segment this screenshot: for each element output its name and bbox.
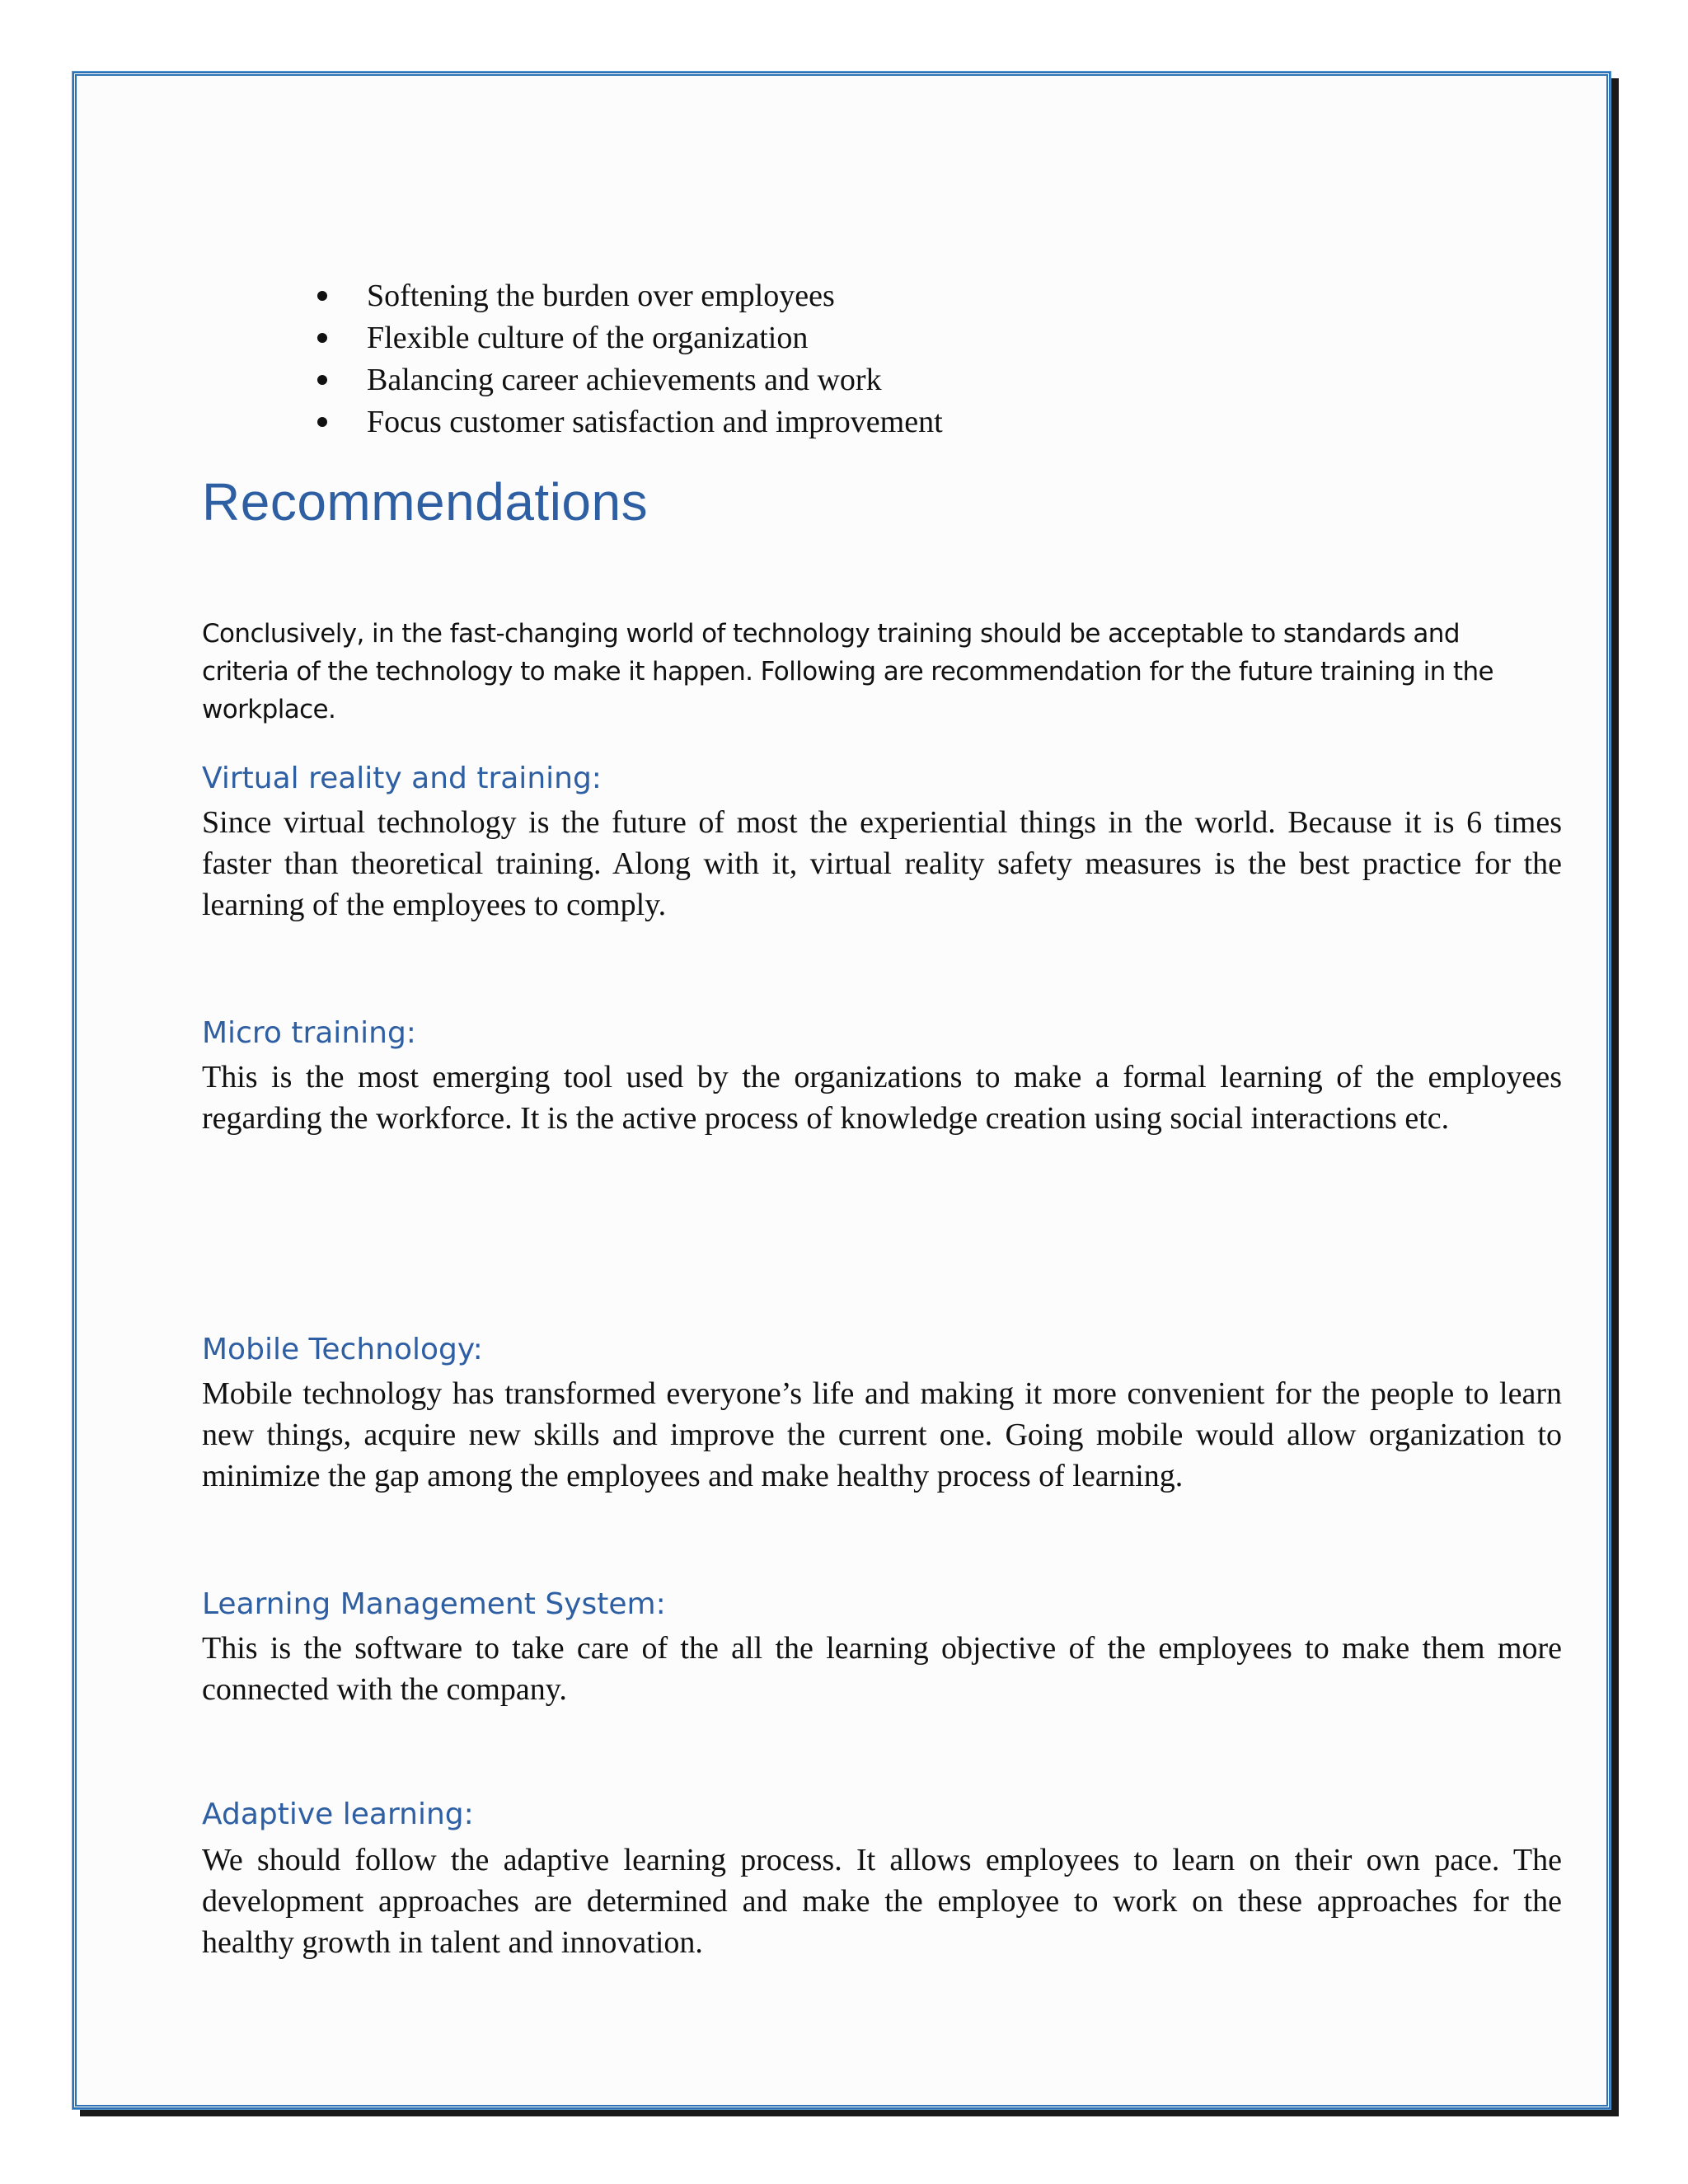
bullet-item: [317, 401, 943, 443]
bullet-icon: [317, 375, 327, 385]
document-page: [73, 72, 1611, 2109]
paragraph-adaptive-learning: We should follow the adaptive learning process. It allows employees to learn on their own pace. The development approaches are determined and make the employee to work on these approaches for the healthy growth in talent and innovation.: [202, 1843, 1562, 1960]
bullet-text: Softening the burden over employees: [367, 279, 835, 313]
subheading-mobile-technology: Mobile Technology:: [202, 1333, 483, 1366]
bullet-item: [317, 275, 943, 317]
bullet-icon: [317, 417, 327, 427]
section-heading: Recommendations: [202, 472, 649, 532]
subheading-micro-training: Micro training:: [202, 1016, 416, 1050]
bullet-text: Focus customer satisfaction and improvement: [367, 405, 943, 439]
paragraph-lms: This is the software to take care of the all the learning objective of the employees to make them more connected with the company.: [202, 1631, 1562, 1707]
bullet-icon: [317, 333, 327, 343]
bullet-item: [317, 317, 943, 359]
intro-paragraph: Conclusively, in the fast-changing world of technology training should be acceptable to standards and criteria of the technology to make it happen. Following are recommendation for the future training in the workplace.: [202, 619, 1493, 724]
bullet-text: Flexible culture of the organization: [367, 321, 809, 355]
bullet-text: Balancing career achievements and work: [367, 363, 882, 397]
bullet-item: [317, 359, 943, 401]
paragraph-mobile-technology: Mobile technology has transformed everyone’s life and making it more convenient for the people to learn new things, acquire new skills and improve the current one. Going mobile would allow organization to minimize the gap among the employees and make healthy process of learning.: [202, 1376, 1562, 1493]
paragraph-micro-training: This is the most emerging tool used by the organizations to make a formal learning of the employees regarding the workforce. It is the active process of knowledge creation using social interactions etc.: [202, 1060, 1562, 1136]
paragraph-virtual-reality: Since virtual technology is the future of most the experiential things in the world. Because it is 6 times faster than theoretical training. Along with it, virtual reality safety measures is the best practice for the learning of the employees to comply.: [202, 805, 1562, 922]
subheading-adaptive-learning: Adaptive learning:: [202, 1797, 474, 1831]
subheading-lms: Learning Management System:: [202, 1587, 666, 1621]
bullet-list: [317, 275, 943, 443]
bullet-icon: [317, 291, 327, 301]
subheading-virtual-reality: Virtual reality and training:: [202, 762, 602, 795]
